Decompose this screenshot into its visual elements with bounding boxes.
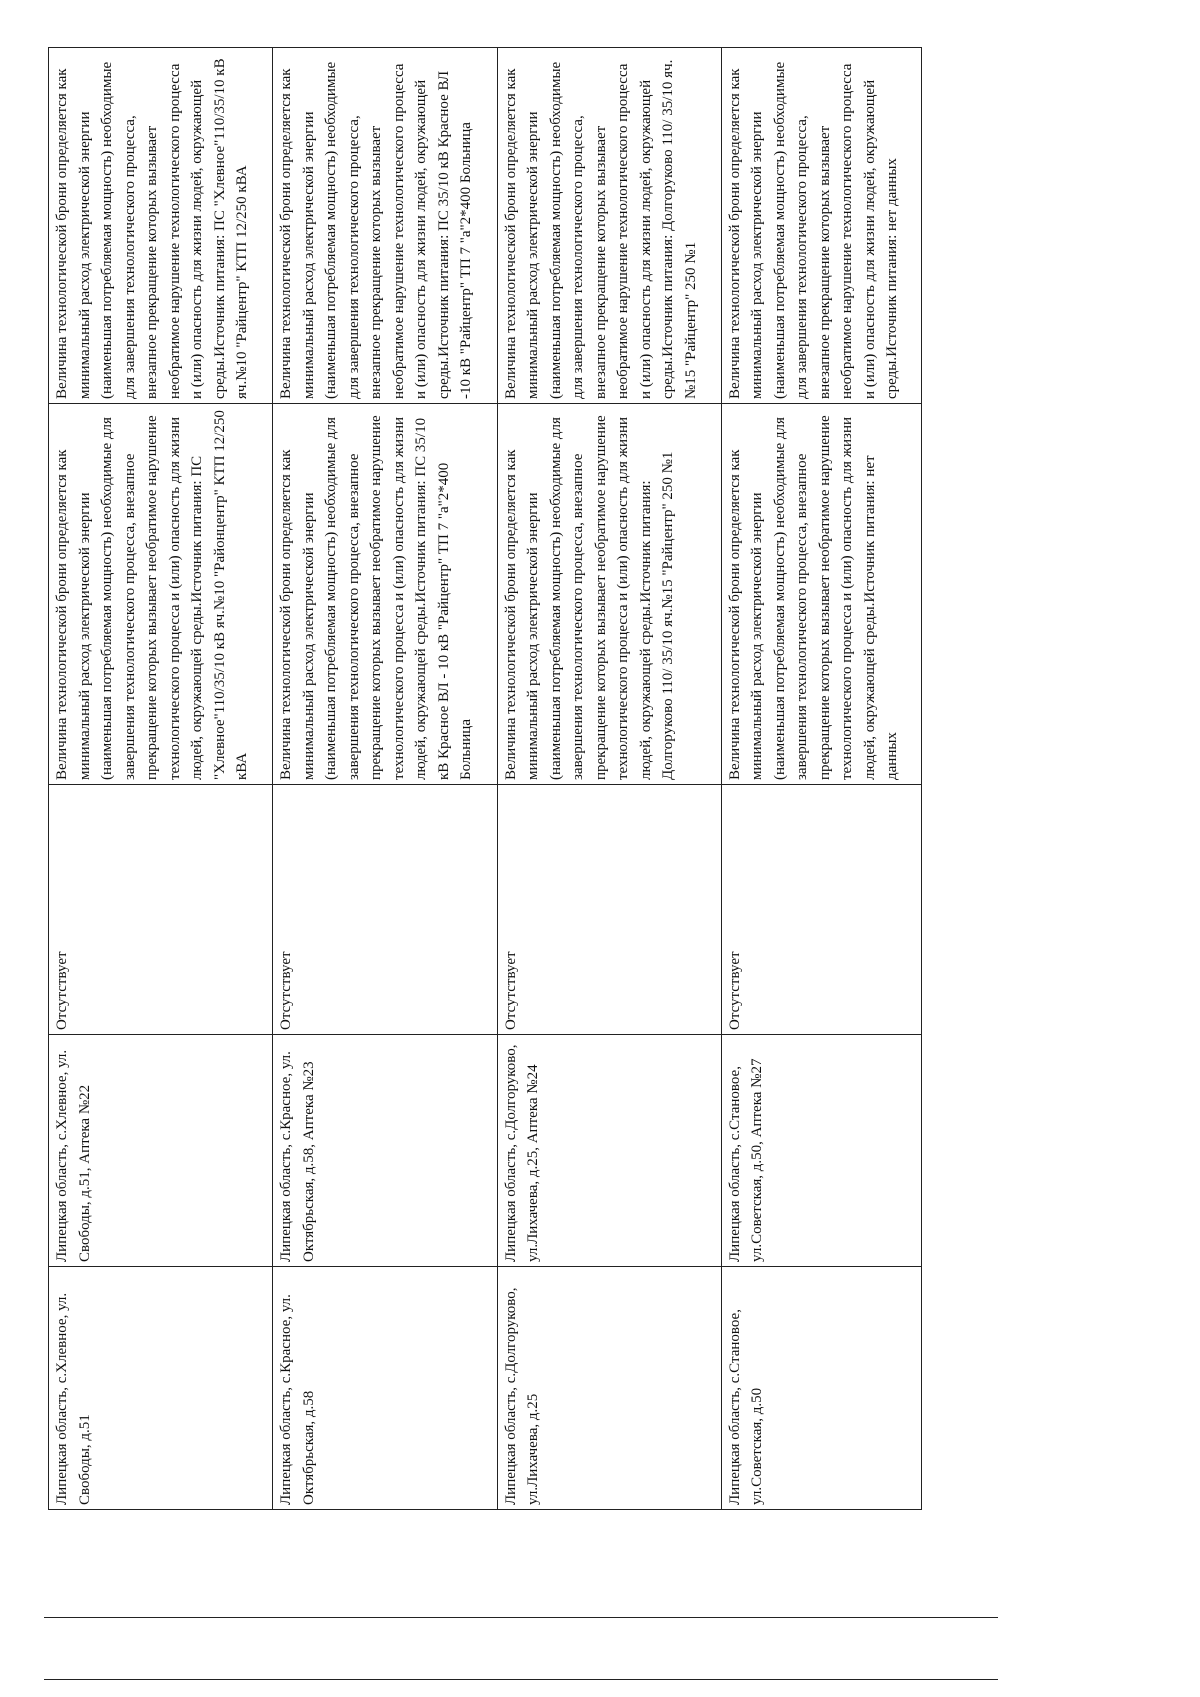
table-row [273, 48, 497, 1510]
status-cell: Отсутствует [49, 785, 273, 1035]
object-cell: Липецкая область, с.Долгоруково, ул.Лихачева, д.25, Аптека №24 [497, 1035, 721, 1267]
emergency-reserve-cell: Величина технологической брони определяется как минимальный расход электрической энергии (наименьшая потребляемая мощность) необходимые для завершения технологического процесса, внезапное прекращение которых вызывает необратимое нарушение технологического процесса и (или) опасность для жизни людей, окружающей среды.Источник питания: ПС 35/10 кВ Красное ВЛ -10 кВ "Райцентр" ТП 7 "а"2*400 Больница [273, 48, 497, 404]
table-row [49, 48, 273, 1510]
address-cell: Липецкая область, с.Хлевное, ул. Свободы, д.51 [49, 1267, 273, 1510]
emergency-reserve-cell: Величина технологической брони определяется как минимальный расход электрической энергии (наименьшая потребляемая мощность) необходимые для завершения технологического процесса, внезапное прекращение которых вызывает необратимое нарушение технологического процесса и (или) опасность для жизни людей, окружающей среды.Источник питания: Долгоруково 110/ 35/10 яч.№15 "Райцентр" 250 №1 [497, 48, 721, 404]
object-cell: Липецкая область, с.Становое, ул.Советская, д.50, Аптека №27 [721, 1035, 921, 1267]
tech-reserve-cell: Величина технологической брони определяется как минимальный расход электрической энергии (наименьшая потребляемая мощность) необходимые для завершения технологического процесса, внезапное прекращение которых вызывает необратимое нарушение технологического процесса и (или) опасность для жизни людей, окружающей среды.Источник питания: нет данных [721, 404, 921, 785]
tech-reserve-cell: Величина технологической брони определяется как минимальный расход электрической энергии (наименьшая потребляемая мощность) необходимые для завершения технологического процесса, внезапное прекращение которых вызывает необратимое нарушение технологического процесса и (или) опасность для жизни людей, окружающей среды.Источник питания: Долгоруково 110/ 35/10 яч.№15 "Райцентр" 250 №1 [497, 404, 721, 785]
address-cell: Липецкая область, с.Становое, ул.Советская, д.50 [721, 1267, 921, 1510]
bottom-divider-line [44, 1617, 998, 1618]
tech-reserve-cell: Величина технологической брони определяется как минимальный расход электрической энергии (наименьшая потребляемая мощность) необходимые для завершения технологического процесса, внезапное прекращение которых вызывает необратимое нарушение технологического процесса и (или) опасность для жизни людей, окружающей среды.Источник питания: ПС 35/10 кВ Красное ВЛ - 10 кВ "Райцентр" ТП 7 "а"2*400 Больница [273, 404, 497, 785]
status-cell: Отсутствует [497, 785, 721, 1035]
status-cell: Отсутствует [721, 785, 921, 1035]
table-row [497, 48, 721, 1510]
rotated-page [48, 48, 922, 1510]
status-cell: Отсутствует [273, 785, 497, 1035]
object-cell: Липецкая область, с.Хлевное, ул. Свободы, д.51, Аптека №22 [49, 1035, 273, 1267]
tech-reserve-cell: Величина технологической брони определяется как минимальный расход электрической энергии (наименьшая потребляемая мощность) необходимые для завершения технологического процесса, внезапное прекращение которых вызывает необратимое нарушение технологического процесса и (или) опасность для жизни людей, окружающей среды.Источник питания: ПС "Хлевное"110/35/10 кВ яч.№10 "Районцентр" КТП 12/250 кВА [49, 404, 273, 785]
reserve-table [48, 47, 922, 1510]
address-cell: Липецкая область, с.Долгоруково, ул.Лихачева, д.25 [497, 1267, 721, 1510]
emergency-reserve-cell: Величина технологической брони определяется как минимальный расход электрической энергии (наименьшая потребляемая мощность) необходимые для завершения технологического процесса, внезапное прекращение которых вызывает необратимое нарушение технологического процесса и (или) опасность для жизни людей, окружающей среды.Источник питания: нет данных [721, 48, 921, 404]
object-cell: Липецкая область, с.Красное, ул. Октябрьская, д.58, Аптека №23 [273, 1035, 497, 1267]
table-row [721, 48, 921, 1510]
bottom-divider-line [44, 1679, 998, 1680]
emergency-reserve-cell: Величина технологической брони определяется как минимальный расход электрической энергии (наименьшая потребляемая мощность) необходимые для завершения технологического процесса, внезапное прекращение которых вызывает необратимое нарушение технологического процесса и (или) опасность для жизни людей, окружающей среды.Источник питания: ПС "Хлевное"110/35/10 кВ яч.№10 "Райцентр" КТП 12/250 кВА [49, 48, 273, 404]
address-cell: Липецкая область, с.Красное, ул. Октябрьская, д.58 [273, 1267, 497, 1510]
